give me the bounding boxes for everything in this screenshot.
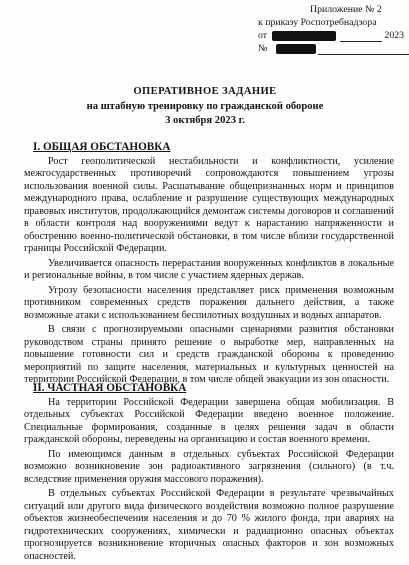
- paragraph: В связи с прогнозируемыми опасными сценариями развития обстановки руководством страны принято решение о выработке мер, направленных на повышение готовности сил и средств гражданской обороны к проведению мероприятий по защите населения, материальных и культурных ценностей на территории Российской Федерации, в том числе общей эвакуации из зон опасности.: [24, 324, 394, 385]
- paragraph: На территории Российской Федерации завершена общая мобилизация. В отдельных субъектах Российской Федерации введено военное положение. Специальные формирования, созданные в целях решения задач в области гражданской обороны, переведены на организацию и состав военного времени.: [24, 396, 394, 445]
- document-title: [30, 85, 380, 129]
- order-line: к приказу Роспотребнадзора: [258, 17, 377, 28]
- number-blank: [318, 54, 409, 55]
- redacted-number: [276, 44, 316, 54]
- number-label: №: [258, 43, 268, 54]
- paragraph: В отдельных субъектах Российской Федерации в результате чрезвычайных ситуаций или другого вида физического воздействия возможно полное разрушение объектов жизнеобеспечения населения и до 70 % жилого фонда, при авариях на гидротехнических сооружениях, химически и радиационно опасных объектах прогнозируется возникновение вторичных опасных факторов и зон возможных опасностей.: [24, 488, 394, 562]
- section-heading: I. ОБЩАЯ ОБСТАНОВКА: [33, 141, 171, 153]
- title-date: 3 октября 2023 г.: [165, 115, 245, 126]
- section-general-situation: [24, 141, 394, 389]
- order-year: 2023: [384, 30, 405, 41]
- from-label: от: [258, 30, 268, 41]
- paragraph: Рост геополитической нестабильности и конфликтности, усиление межгосударственных противоречий сопровождаются повышением угрозы использования военной силы. Расшатывание общепризнанных норм и принципов международного права, ослабление и разрушение существующих международных правовых институтов, продолжающийся демонтаж системы договоров и соглашений в области контроля над вооружениями ведут к нарастанию напряженности и обострению военно-политической обстановки, в том числе вблизи государственной границы Российской Федерации.: [24, 155, 394, 254]
- title-subject: на штабную тренировку по гражданской обороне: [86, 100, 324, 112]
- document-header: [258, 3, 404, 55]
- paragraph: По имеющимся данным в отдельных субъектах Российской Федерации возможно возникновение зон радиоактивного загрязнения (сильного) (в т.ч. вследствие применения оружия массового поражения).: [24, 448, 394, 485]
- section-heading: II. ЧАСТНАЯ ОБСТАНОВКА: [33, 382, 187, 394]
- title-main: ОПЕРАТИВНОЕ ЗАДАНИЕ: [133, 86, 277, 97]
- section-specific-situation: [24, 382, 394, 565]
- paragraph: Увеличивается опасность перерастания вооруженных конфликтов в локальные и региональные войны, в том числе с участием ядерных держав.: [24, 257, 394, 281]
- redacted-date: [272, 31, 336, 41]
- date-line: [258, 29, 404, 42]
- appendix-label: Приложение № 2: [310, 4, 382, 15]
- number-line: [258, 42, 404, 55]
- paragraph: Угрозу безопасности населения представляет риск применения возможным противником современных средств поражения дальнего действия, а также возможные атаки с использованием беспилотных воздушных и водных аппаратов.: [24, 284, 394, 321]
